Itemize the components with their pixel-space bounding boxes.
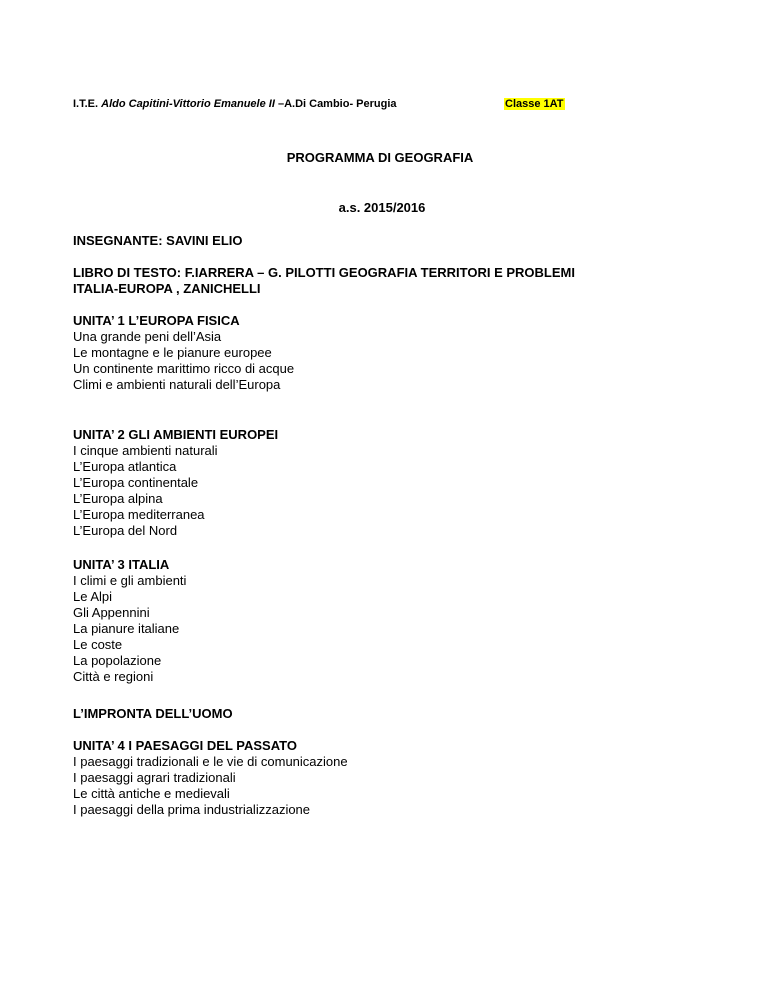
list-item: Gli Appennini — [73, 605, 150, 620]
unit-2-heading: UNITA’ 2 GLI AMBIENTI EUROPEI — [73, 427, 279, 442]
list-item: Le coste — [73, 637, 123, 652]
school-prefix: I.T.E. — [73, 98, 102, 110]
section-heading: L’IMPRONTA DELL’UOMO — [73, 706, 233, 721]
unit-2-section — [73, 427, 693, 539]
list-item: L’Europa alpina — [73, 491, 163, 506]
unit-4-heading: UNITA’ 4 I PAESAGGI DEL PASSATO — [73, 738, 297, 753]
unit-4-section — [73, 738, 693, 818]
textbook-line-2: ITALIA-EUROPA , ZANICHELLI — [73, 281, 261, 296]
list-item: Le Alpi — [73, 589, 113, 604]
list-item: Le città antiche e medievali — [73, 786, 230, 801]
list-item: I paesaggi tradizionali e le vie di comunicazione — [73, 754, 348, 769]
list-item: I climi e gli ambienti — [73, 573, 187, 588]
school-year: a.s. 2015/2016 — [338, 200, 426, 215]
school-names: Aldo Capitini-Vittorio Emanuele II — [101, 98, 275, 110]
class-badge: Classe 1AT — [505, 98, 564, 110]
page-title: PROGRAMMA DI GEOGRAFIA — [286, 150, 474, 165]
list-item: I cinque ambienti naturali — [73, 443, 218, 458]
teacher-line: INSEGNANTE: SAVINI ELIO — [73, 233, 243, 248]
school-header — [73, 98, 397, 110]
school-location: –A.Di Cambio- Perugia — [274, 98, 397, 110]
textbook-info — [73, 265, 693, 297]
list-item: L’Europa continentale — [73, 475, 199, 490]
list-item: Una grande peni dell’Asia — [73, 329, 222, 344]
list-item: I paesaggi della prima industrializzazione — [73, 802, 311, 817]
list-item: Le montagne e le pianure europee — [73, 345, 272, 360]
unit-1-section — [73, 313, 693, 393]
list-item: L’Europa del Nord — [73, 523, 178, 538]
unit-3-heading: UNITA’ 3 ITALIA — [73, 557, 170, 572]
list-item: La popolazione — [73, 653, 162, 668]
list-item: La pianure italiane — [73, 621, 180, 636]
textbook-line-1: LIBRO DI TESTO: F.IARRERA – G. PILOTTI GEOGRAFIA TERRITORI E PROBLEMI — [73, 265, 575, 280]
unit-3-section — [73, 557, 693, 685]
list-item: Un continente marittimo ricco di acque — [73, 361, 295, 376]
list-item: L’Europa atlantica — [73, 459, 177, 474]
list-item: L’Europa mediterranea — [73, 507, 205, 522]
list-item: Climi e ambienti naturali dell’Europa — [73, 377, 281, 392]
unit-1-heading: UNITA’ 1 L’EUROPA FISICA — [73, 313, 240, 328]
list-item: I paesaggi agrari tradizionali — [73, 770, 236, 785]
list-item: Città e regioni — [73, 669, 154, 684]
